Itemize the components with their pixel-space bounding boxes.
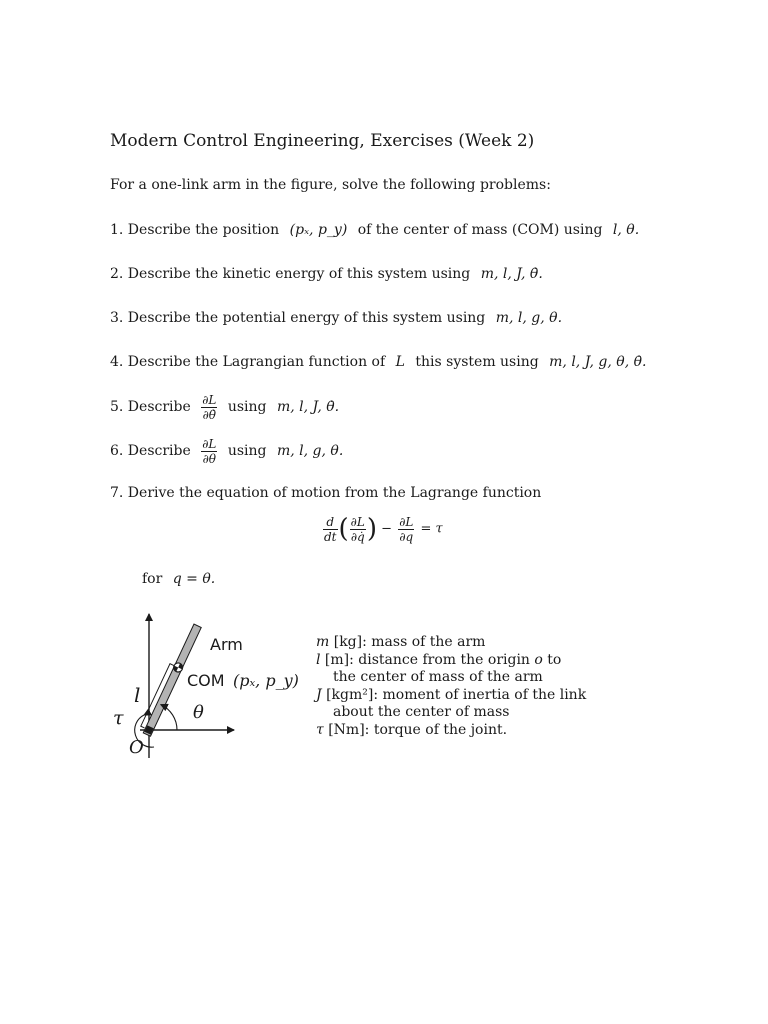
eq-inner-frac — [350, 515, 366, 544]
problem-6 — [110, 433, 343, 469]
problem-6-frac-den: ∂θ — [202, 451, 217, 466]
problem-5-prefix: 5. Describe — [110, 399, 191, 415]
eq-right-paren: ) — [366, 514, 378, 544]
legend-m-text: [kg]: mass of the arm — [329, 634, 486, 650]
legend-tau-symbol: τ — [316, 721, 324, 738]
problem-5-vars: m, l, J, θ̇. — [276, 399, 340, 415]
eq-outer-frac — [398, 515, 414, 544]
problem-1-mid: of the center of mass (COM) using — [357, 222, 603, 238]
origin-label: O — [129, 737, 144, 758]
legend-line-l-cont: the center of mass of the arm — [333, 669, 543, 685]
legend-line-j — [316, 687, 586, 705]
problem-3 — [110, 307, 562, 329]
problem-7-prefix: 7. Derive the equation of motion from the Lagrange function — [110, 485, 542, 501]
for-line — [142, 571, 215, 587]
eq-outer-num: ∂L — [399, 514, 414, 529]
l-label: l — [134, 683, 141, 707]
problem-1 — [110, 219, 639, 241]
problem-5-fraction — [201, 393, 217, 422]
problem-6-fraction — [201, 437, 217, 466]
problem-2-vars: m, l, J, θ̇. — [480, 266, 543, 282]
problem-5-frac-num: ∂L — [202, 392, 217, 407]
problem-6-mid: using — [227, 443, 267, 459]
legend-l-symbol: l — [316, 651, 321, 668]
eq-inner-den: ∂q̇ — [350, 529, 365, 544]
for-expr: q = θ. — [172, 571, 216, 587]
problem-4-vars: m, l, J, g, θ, θ̇. — [549, 354, 647, 370]
com-label: COM — [187, 671, 225, 690]
com-coords-label: (pₓ, p_y) — [233, 671, 299, 690]
problem-1-expr: (pₓ, p_y) — [289, 222, 348, 238]
eq-minus: − — [381, 521, 393, 537]
problem-2-prefix: 2. Describe the kinetic energy of this system using — [110, 266, 471, 282]
legend-tau-text: [Nm]: torque of the joint. — [323, 721, 508, 738]
problem-7 — [110, 482, 541, 504]
eq-d-den: dt — [324, 529, 337, 544]
eq-outer-den: ∂q — [399, 529, 414, 544]
intro-text: For a one-link arm in the figure, solve the following problems: — [110, 177, 551, 193]
problem-4-expr: L — [395, 354, 405, 370]
one-link-arm-figure — [108, 608, 308, 768]
eq-d-dt — [323, 515, 338, 544]
legend-m-symbol: m — [316, 634, 330, 650]
arm-label: Arm — [210, 635, 243, 654]
problem-6-frac-num: ∂L — [202, 436, 217, 451]
problem-1-vars: l, θ. — [612, 222, 640, 238]
problem-2 — [110, 263, 543, 285]
eq-inner-num: ∂L — [350, 514, 365, 529]
page-title: Modern Control Engineering, Exercises (Week 2) — [110, 131, 535, 151]
eq-rhs: = τ — [420, 521, 443, 537]
figure-legend — [316, 634, 586, 739]
legend-o-symbol: o — [534, 651, 543, 668]
legend-line-tau — [316, 722, 586, 740]
problem-6-vars: m, l, g, θ. — [276, 443, 344, 459]
problem-6-prefix: 6. Describe — [110, 443, 191, 459]
legend-line-j-cont: about the center of mass — [333, 704, 510, 720]
eq-d-num: d — [323, 515, 338, 530]
problem-4 — [110, 351, 646, 373]
legend-line-m — [316, 634, 586, 652]
for-prefix: for — [142, 571, 163, 587]
problem-1-prefix: 1. Describe the position — [110, 222, 280, 238]
problem-4-mid: this system using — [415, 354, 539, 370]
eq-left-paren: ( — [338, 514, 349, 544]
problem-5 — [110, 389, 339, 425]
problem-3-vars: m, l, g, θ. — [495, 310, 563, 326]
problem-4-prefix: 4. Describe the Lagrangian function of — [110, 354, 386, 370]
tau-label: τ — [113, 707, 124, 729]
problem-5-mid: using — [227, 399, 267, 415]
legend-j-text: [kgm²]: moment of inertia of the link — [321, 686, 587, 703]
legend-l-text: [m]: distance from the origin — [320, 651, 535, 668]
legend-j-symbol: J — [316, 686, 322, 703]
theta-label: θ — [193, 702, 204, 723]
problem-5-frac-den: ∂θ̇ — [202, 407, 217, 422]
legend-line-l — [316, 652, 586, 670]
legend-l-text-2: to — [542, 651, 562, 668]
lagrange-equation — [322, 514, 443, 544]
problem-3-prefix: 3. Describe the potential energy of this system using — [110, 310, 486, 326]
